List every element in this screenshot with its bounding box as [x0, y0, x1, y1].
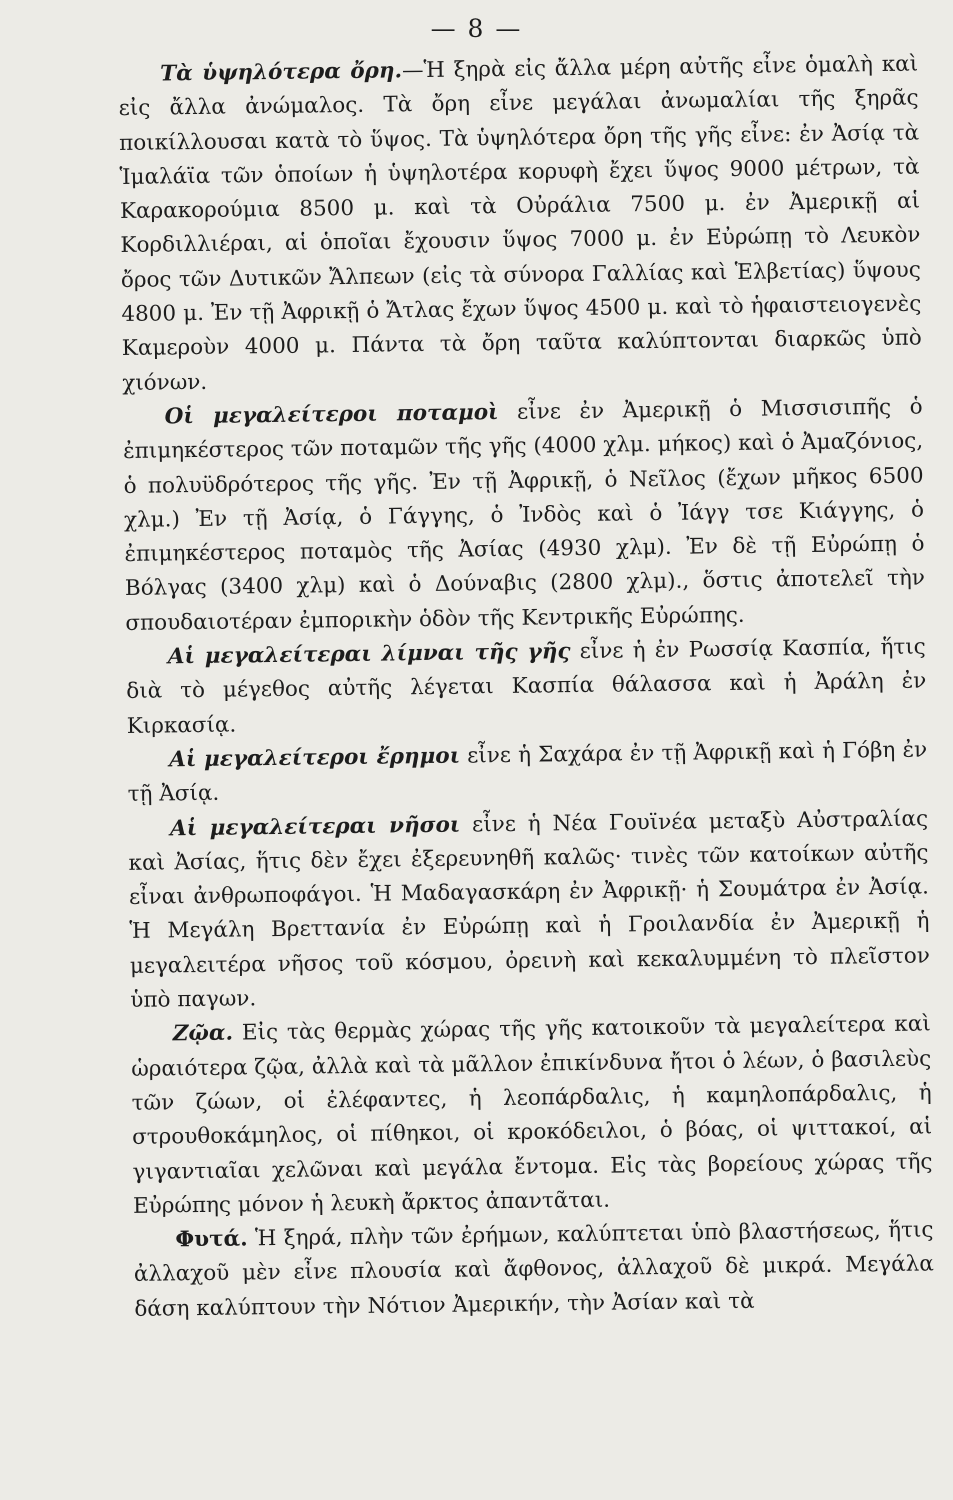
paragraph-islands	[128, 802, 931, 1018]
heading-islands: Αἱ μεγαλείτεραι νῆσοι	[169, 812, 461, 841]
heading-lakes: Αἱ μεγαλείτεραι λίμναι τῆς γῆς	[167, 639, 571, 670]
paragraph-plants	[133, 1214, 934, 1327]
paragraph-deserts-text: εἶνε ἡ Σαχάρα ἐν τῇ Ἀφρικῇ καὶ ἡ Γόβη ἐν τῇ Ἀσίᾳ.	[127, 737, 928, 808]
paragraph-deserts	[127, 733, 928, 812]
paragraph-mountains	[118, 48, 922, 401]
paragraph-plants-text: Ἡ ξηρά, πλὴν τῶν ἐρήμων, καλύπτεται ὑπὸ βλαστήσεως, ἥτις ἀλλαχοῦ μὲν εἶνε πλουσία καὶ ἄφθονος, ἀλλαχοῦ δὲ μικρά. Μεγάλα δάση καλύπτουν τὴν Νότιον Ἀμερικήν, τὴν Ἀσίαν καὶ τὰ	[133, 1217, 935, 1322]
paragraph-animals-text: Εἰς τὰς θερμὰς χώρας τῆς γῆς κατοικοῦν τὰ μεγαλείτερα καὶ ὡραιότερα ζῷα, ἀλλὰ καὶ τὰ μᾶλλον ἐπικίνδυνα ἤτοι ὁ λέων, ὁ βασιλεὺς τῶν ζώων, οἱ ἐλέφαντες, ἡ λεοπάρδαλις, ἡ καμηλοπάρδαλις, ἡ στρουθοκάμηλος, οἱ πίθηκοι, οἱ κροκόδειλοι, ὁ βόας, οἱ ψιττακοί, αἱ γιγαντιαῖαι χελῶναι καὶ μεγάλα ἔντομα. Εἰς τὰς βορείους χώρας τῆς Εὐρώπης μόνον ἡ λευκὴ ἄρκτος ἀπαντᾶται.	[131, 1011, 933, 1219]
paragraph-animals	[131, 1008, 934, 1224]
page-number: — 8 —	[430, 14, 523, 43]
paragraph-lakes-text: εἶνε ἡ ἐν Ρωσσίᾳ Κασπία, ἥτις διὰ τὸ μέγεθος αὐτῆς λέγεται Κασπία θάλασσα καὶ ἡ Ἀράλη ἐν Κιρκασίᾳ.	[126, 634, 927, 739]
paragraph-mountains-text: —Ἡ ξηρὰ εἰς ἄλλα μέρη αὐτῆς εἶνε ὁμαλὴ καὶ εἰς ἄλλα ἀνώμαλος. Τὰ ὄρη εἶνε μεγάλαι ἀνωμαλίαι τῆς ξηρᾶς ποικίλλουσαι κατὰ τὸ ὕψος. Τὰ ὑψηλότερα ὄρη τῆς γῆς εἶνε: ἐν Ἀσίᾳ τὰ Ἱμαλάϊα τῶν ὁποίων ἡ ὑψηλοτέρα κορυφὴ ἔχει ὕψος 9000 μέτρων, τὰ Καρακορούμια 8500 μ. καὶ τὰ Οὐράλια 7500 μ. ἐν Ἀμερικῇ αἱ Κορδιλλιέραι, αἱ ὁποῖαι ἔχουσιν ὕψος 7000 μ. ἐν Εὐρώπῃ τὸ Λευκὸν ὄρος τῶν Δυτικῶν Ἄλπεων (εἰς τὰ σύνορα Γαλλίας καὶ Ἑλβετίας) ὕψους 4800 μ. Ἐν τῇ Ἀφρικῇ ὁ Ἄτλας ἔχων ὕψος 4500 μ. καὶ τὸ ἡφαιστειογενὲς Καμεροὺν 4000 μ. Πάντα τὰ ὄρη ταῦτα καλύπτονται διαρκῶς ὑπὸ χιόνων.	[118, 51, 922, 396]
body-text	[118, 48, 935, 1327]
heading-mountains: Τὰ ὑψηλότερα ὄρη.	[160, 58, 403, 87]
paragraph-islands-text: εἶνε ἡ Νέα Γουϊνέα μεταξὺ Αὐστραλίας καὶ Ἀσίας, ἥτις δὲν ἔχει ἐξερευνηθῆ καλῶς· τινὲς τῶν κατοίκων αὐτῆς εἶναι ἀνθρωποφάγοι. Ἡ Μαδαγασκάρη ἐν Ἀφρικῇ· ἡ Σουμάτρα ἐν Ἀσίᾳ. Ἡ Μεγάλη Βρεττανία ἐν Εὐρώπῃ καὶ ἡ Γροιλανδία ἐν Ἀμερικῇ ἡ μεγαλειτέρα νῆσος τοῦ κόσμου, ὀρεινὴ καὶ κεκαλυμμένη τὸ πλεῖστον ὑπὸ παγων.	[128, 805, 930, 1013]
heading-plants: Φυτά.	[175, 1226, 248, 1253]
heading-animals: Ζῷα.	[172, 1020, 234, 1047]
paragraph-rivers	[122, 390, 925, 641]
heading-deserts: Αἱ μεγαλείτεροι ἔρημοι	[169, 743, 461, 773]
paragraph-lakes	[126, 631, 927, 744]
heading-rivers: Οἱ μεγαλείτεροι ποταμοὶ	[164, 400, 499, 430]
paragraph-rivers-text: εἶνε ἐν Ἀμερικῇ ὁ Μισσισιπῆς ὁ ἐπιμηκέστερος τῶν ποταμῶν τῆς γῆς (4000 χλμ. μήκος) καὶ ὁ Ἀμαζόνιος, ὁ πολυϋδρότερος τῆς γῆς. Ἐν τῇ Ἀφρικῇ, ὁ Νεῖλος (ἔχων μῆκος 6500 χλμ.) Ἐν τῇ Ἀσίᾳ, ὁ Γάγγης, ὁ Ἰνδὸς καὶ ὁ Ἰάγγ τσε Κιάγγης, ὁ ἐπιμηκέστερος ποταμὸς τῆς Ἀσίας (4930 χλμ). Ἐν δὲ τῇ Εὐρώπῃ ὁ Βόλγας (3400 χλμ) καὶ ὁ Δούναβις (2800 χλμ)., ὅστις ἀποτελεῖ τὴν σπουδαιοτέραν ἐμπορικὴν ὁδὸν τῆς Κεντρικῆς Εὐρώπης.	[122, 394, 926, 636]
